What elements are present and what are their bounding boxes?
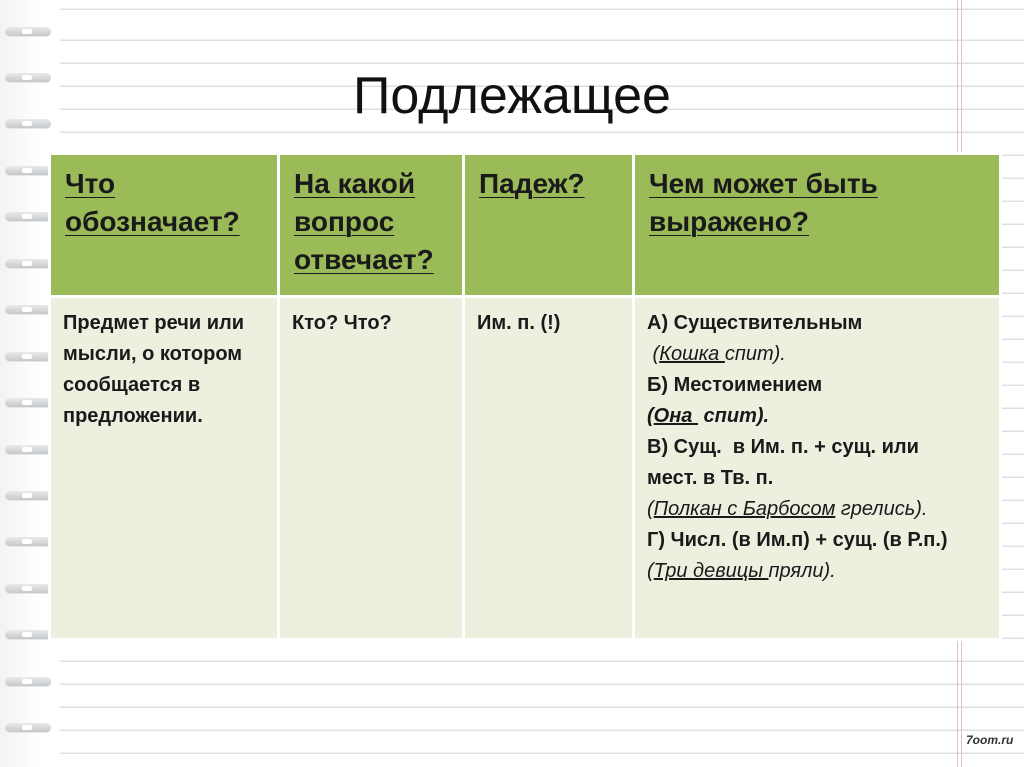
header-case: Падеж?: [464, 154, 634, 297]
watermark-brand: 7oom.ru: [966, 733, 1014, 747]
option-c-label-cont: мест. в Тв. п.: [647, 467, 774, 489]
spiral-ring-icon: [5, 677, 51, 686]
spiral-ring-icon: [5, 630, 51, 639]
table-row: [50, 297, 1001, 640]
example-rest: пряли).: [768, 560, 836, 582]
meaning-line: мысли, о котором: [63, 343, 243, 365]
example-open: (: [647, 560, 654, 582]
example-open: (: [647, 498, 654, 520]
case-text: Им. п. (!): [477, 312, 561, 334]
question-text: Кто? Что?: [292, 312, 392, 334]
example-open: (: [647, 405, 654, 427]
spiral-ring-icon: [5, 305, 51, 314]
example-subject: Она: [653, 405, 698, 427]
option-c-label: В) Сущ. в Им. п. + сущ. или: [647, 436, 919, 458]
meaning-line: Предмет речи или: [63, 312, 245, 334]
meaning-line: предложении.: [63, 405, 203, 427]
header-expressed: Чем может быть выражено?: [634, 154, 1001, 297]
spiral-ring-icon: [5, 27, 51, 36]
example-subject: Кошка: [659, 343, 725, 365]
spiral-ring-icon: [5, 352, 51, 361]
cell-case: [464, 297, 634, 640]
option-b-label: Б) Местоимением: [647, 374, 823, 396]
option-a-label: А) Существительным: [647, 312, 863, 334]
example-rest: спит).: [724, 343, 786, 365]
example-rest: грелись).: [835, 498, 928, 520]
option-a-example: [647, 339, 987, 370]
meaning-line: сообщается в: [63, 374, 201, 396]
cell-meaning: [50, 297, 279, 640]
example-open: (: [647, 343, 660, 365]
table-header-row: [50, 154, 1001, 297]
option-c-example: [647, 494, 987, 525]
spiral-ring-icon: [5, 445, 51, 454]
option-d-example: [647, 556, 987, 587]
option-b-example: [647, 401, 987, 432]
subject-table: [48, 152, 1002, 641]
cell-question: [279, 297, 464, 640]
spiral-ring-icon: [5, 491, 51, 500]
header-meaning: Что обозначает?: [50, 154, 279, 297]
example-subject: Три девицы: [653, 560, 769, 582]
page-title: Подлежащее: [353, 67, 671, 125]
spiral-ring-icon: [5, 166, 51, 175]
spiral-ring-icon: [5, 398, 51, 407]
example-subject: Полкан с Барбосом: [653, 498, 836, 520]
spiral-ring-icon: [5, 584, 51, 593]
cell-expressed: [634, 297, 1001, 640]
header-question: На какой вопрос отвечает?: [279, 154, 464, 297]
option-d-label: Г) Числ. (в Им.п) + сущ. (в Р.п.): [647, 529, 948, 551]
spiral-ring-icon: [5, 212, 51, 221]
example-rest: спит).: [698, 405, 770, 427]
spiral-ring-icon: [5, 723, 51, 732]
spiral-ring-icon: [5, 537, 51, 546]
spiral-ring-icon: [5, 259, 51, 268]
